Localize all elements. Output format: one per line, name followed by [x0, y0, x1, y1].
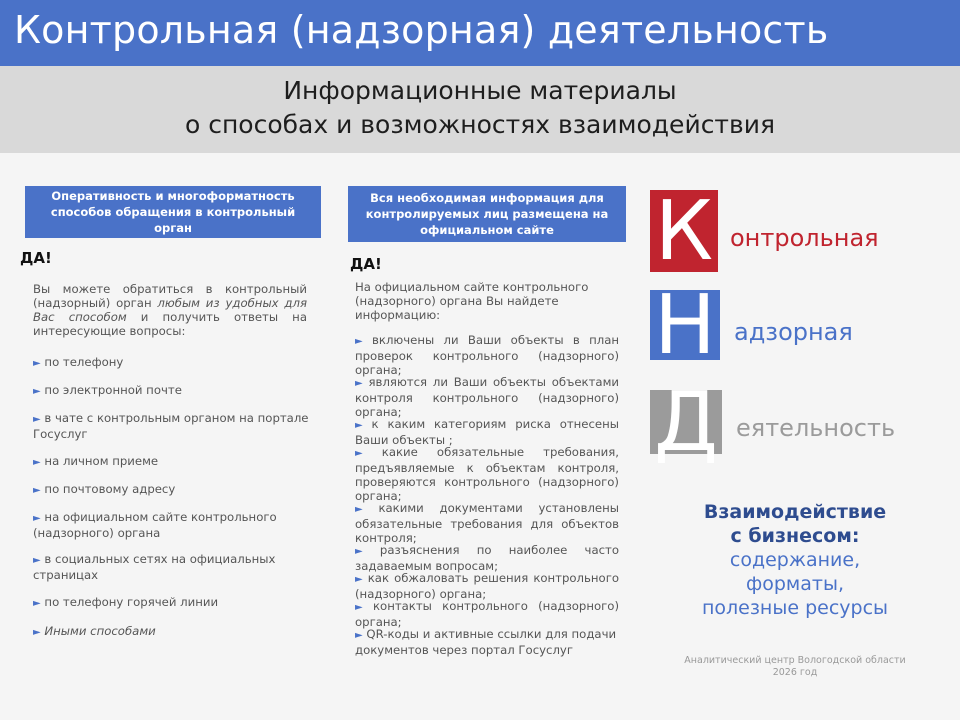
- list-item: [33, 552, 293, 582]
- list-item: [33, 510, 293, 540]
- list-item-text: по телефону: [44, 355, 124, 369]
- k-letter-box: К: [650, 190, 718, 272]
- triangle-right-icon: ►: [355, 448, 363, 459]
- footer: [650, 655, 940, 679]
- business-block: [650, 500, 940, 620]
- triangle-right-icon: ►: [355, 630, 363, 641]
- column1-intro: [33, 282, 307, 338]
- list-item: [33, 482, 313, 498]
- triangle-right-icon: ►: [355, 504, 363, 515]
- list-item-text: в чате с контрольным органом на портале Госуслуг: [33, 411, 309, 441]
- list-item-text: какими документами установлены обязательные требования для объектов контроля;: [355, 501, 619, 545]
- column2-intro: На официальном сайте контрольного (надзорного) органа Вы найдете информацию:: [355, 280, 589, 322]
- triangle-right-icon: ►: [33, 555, 41, 566]
- triangle-right-icon: ►: [33, 414, 41, 425]
- intro-text-italic: любым из удобных для Вас способом: [33, 296, 307, 324]
- title-bar: [0, 0, 960, 66]
- list-item: [33, 595, 313, 611]
- triangle-right-icon: ►: [33, 457, 41, 468]
- triangle-right-icon: ►: [33, 598, 41, 609]
- list-item-text: являются ли Ваши объекты объектами контроля контрольного (надзорного) органа;: [355, 375, 620, 419]
- list-item-text: Иными способами: [44, 624, 156, 638]
- triangle-right-icon: ►: [355, 546, 363, 557]
- list-item-text: какие обязательные требования, предъявляемые к объектам контроля, проверяются контрольного (надзорного) органа;: [355, 445, 619, 503]
- list-item: [355, 627, 619, 657]
- business-line-5: полезные ресурсы: [701, 597, 889, 619]
- k-word-rest: онтрольная: [730, 224, 879, 252]
- column2-da-label: ДА!: [350, 255, 382, 273]
- list-item: [33, 411, 313, 441]
- triangle-right-icon: ►: [33, 386, 41, 397]
- list-item: [355, 501, 619, 545]
- business-heading-1: Взаимодействие: [703, 501, 887, 523]
- list-item: [355, 333, 619, 377]
- list-item: [355, 571, 619, 601]
- column2-header: Вся необходимая информация для контролируемых лиц размещена на официальном сайте: [348, 186, 626, 242]
- list-item-text: разъяснения по наиболее часто задаваемым вопросам;: [355, 543, 620, 573]
- n-letter-box: Н: [650, 290, 720, 360]
- triangle-right-icon: ►: [33, 513, 41, 524]
- d-word-rest: еятельность: [736, 414, 896, 442]
- list-item-text: в социальных сетях на официальных страницах: [33, 552, 276, 582]
- list-item-text: контакты контрольного (надзорного) органа;: [355, 599, 619, 629]
- business-heading-2: с бизнесом:: [730, 525, 860, 547]
- list-item-text: как обжаловать решения контрольного (надзорного) органа;: [355, 571, 619, 601]
- list-item-text: по телефону горячей линии: [44, 595, 219, 609]
- triangle-right-icon: ►: [355, 420, 363, 431]
- list-item: [33, 454, 313, 470]
- list-item: [33, 624, 313, 640]
- n-word-rest: адзорная: [734, 318, 853, 346]
- triangle-right-icon: ►: [355, 378, 363, 389]
- list-item: [355, 375, 619, 419]
- triangle-right-icon: ►: [33, 485, 41, 496]
- column1-header: Оперативность и многоформатность способов обращения в контрольный орган: [25, 186, 321, 238]
- page-title: Контрольная (надзорная) деятельность: [14, 8, 829, 52]
- subtitle-line-1: Информационные материалы: [283, 76, 677, 105]
- triangle-right-icon: ►: [33, 627, 41, 638]
- list-item: [355, 599, 619, 629]
- business-line-3: содержание,: [729, 549, 861, 571]
- triangle-right-icon: ►: [33, 358, 41, 369]
- list-item-text: по почтовому адресу: [44, 482, 176, 496]
- intro-text-a: Вы можете обратиться в контрольный (надзорный) орган: [33, 282, 307, 310]
- triangle-right-icon: ►: [355, 336, 363, 347]
- subtitle-line-2: о способах и возможностях взаимодействия: [184, 110, 776, 139]
- list-item-text: на личном приеме: [44, 454, 159, 468]
- list-item-text: на официальном сайте контрольного (надзорного) органа: [33, 510, 277, 540]
- list-item-text: включены ли Ваши объекты в план проверок контрольного (надзорного) органа;: [355, 333, 619, 377]
- column1-da-label: ДА!: [20, 249, 52, 267]
- footer-org: Аналитический центр Вологодской области: [684, 655, 906, 666]
- footer-year: 2026 год: [772, 667, 818, 678]
- list-item: [355, 417, 619, 447]
- list-item-text: к каким категориям риска отнесены Ваши объекты ;: [355, 417, 619, 447]
- triangle-right-icon: ►: [355, 574, 363, 585]
- list-item: [33, 383, 313, 399]
- list-item: [355, 445, 619, 503]
- intro-text-b: и получить ответы на интересующие вопросы:: [33, 310, 307, 338]
- subtitle-bar: [0, 66, 960, 153]
- list-item: [33, 355, 313, 371]
- list-item-text: по электронной почте: [44, 383, 182, 397]
- d-letter-box: Д: [650, 390, 722, 454]
- triangle-right-icon: ►: [355, 602, 363, 613]
- list-item: [355, 543, 619, 573]
- list-item-text: QR-коды и активные ссылки для подачи документов через портал Госуслуг: [355, 627, 617, 657]
- business-line-4: форматы,: [745, 573, 844, 595]
